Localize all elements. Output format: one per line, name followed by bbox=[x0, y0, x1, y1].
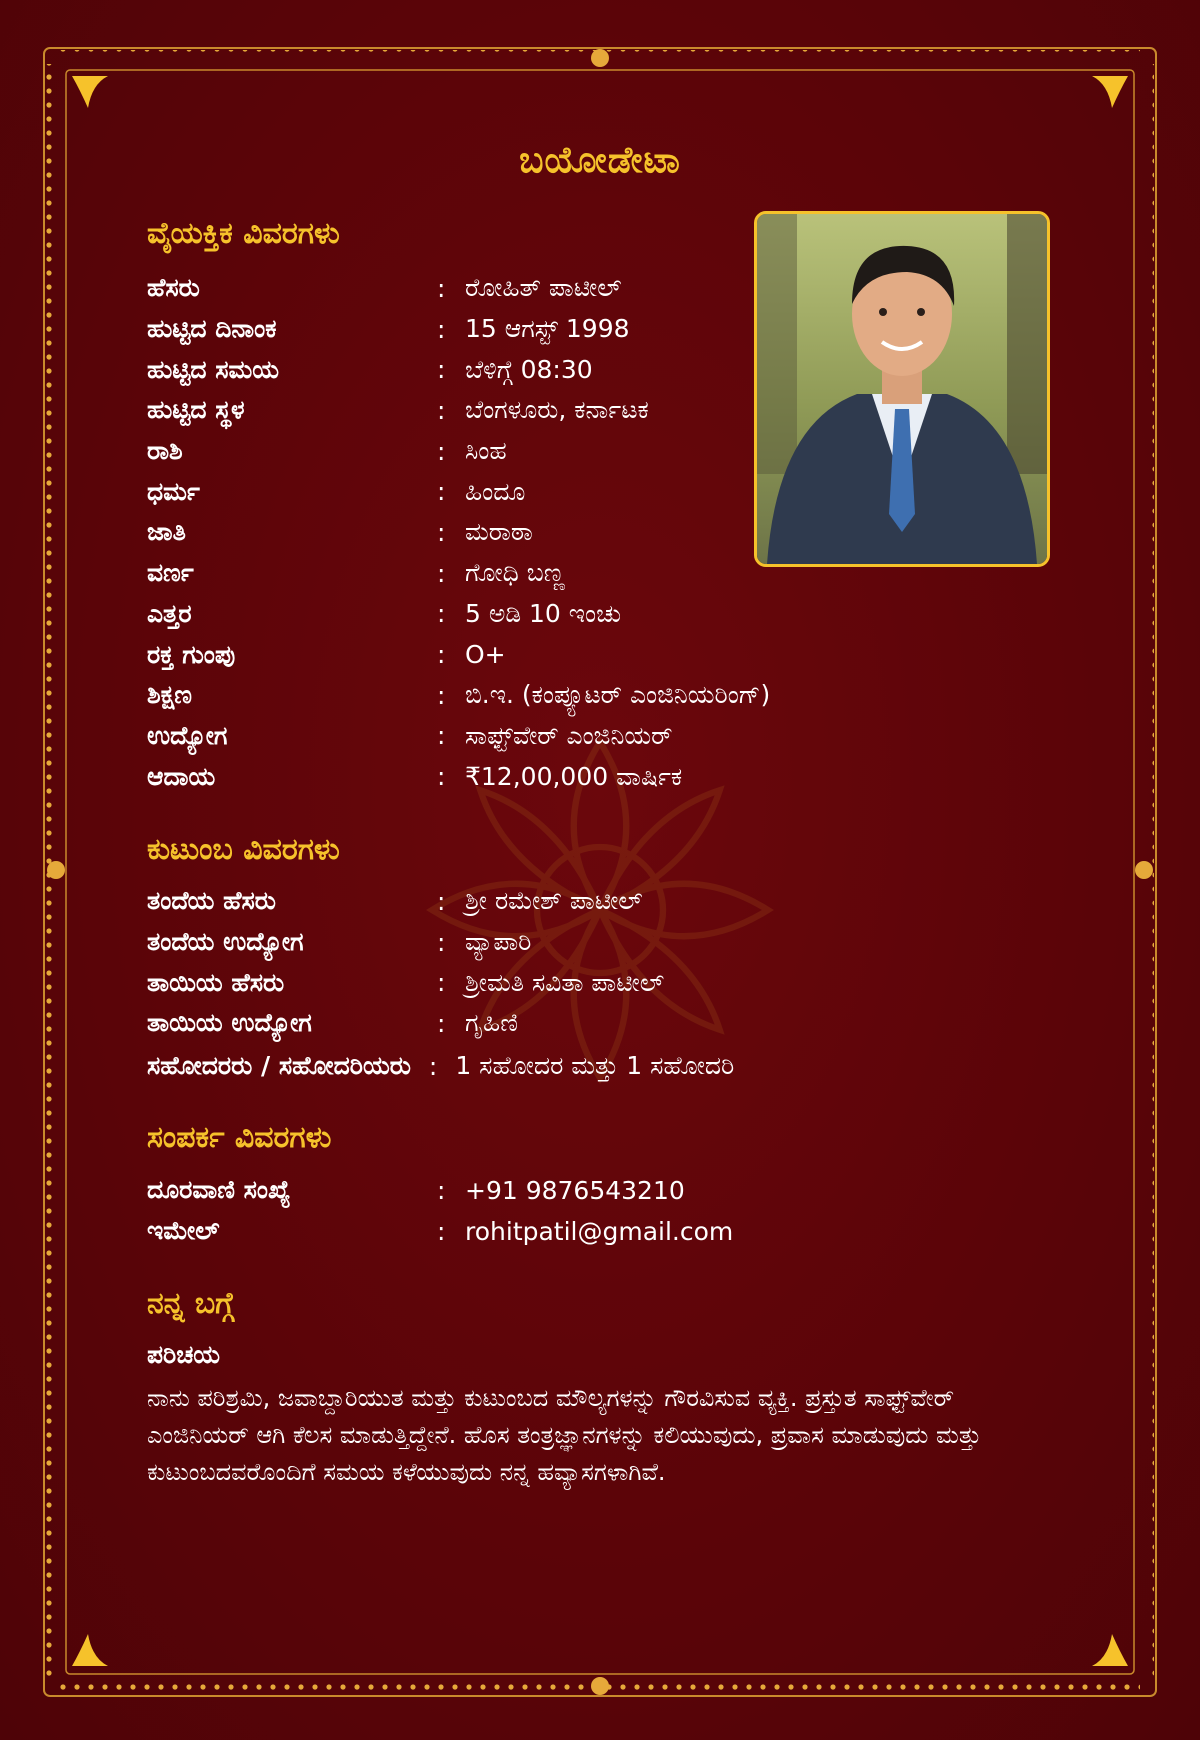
personal-details-list bbox=[147, 268, 770, 797]
row-label: ರಾಶಿ bbox=[147, 436, 183, 466]
siblings-row bbox=[147, 1046, 734, 1086]
detail-row bbox=[147, 716, 770, 757]
row-separator: : bbox=[437, 968, 446, 998]
detail-row bbox=[147, 922, 664, 963]
detail-row bbox=[147, 1003, 664, 1044]
profile-photo bbox=[754, 211, 1050, 567]
row-separator: : bbox=[428, 1051, 438, 1081]
row-separator: : bbox=[437, 436, 446, 466]
detail-row bbox=[147, 881, 664, 922]
row-label: ಉದ್ಯೋಗ bbox=[147, 720, 228, 750]
row-separator: : bbox=[437, 1216, 446, 1246]
detail-row bbox=[147, 309, 770, 350]
row-value: ಹಿಂದೂ bbox=[465, 476, 526, 506]
row-separator: : bbox=[437, 273, 446, 303]
row-label: ವರ್ಣ bbox=[147, 558, 194, 588]
row-value: ₹12,00,000 ವಾರ್ಷಿಕ bbox=[465, 761, 683, 791]
contact-details-list bbox=[147, 1170, 733, 1251]
detail-row bbox=[147, 675, 770, 716]
contact-details-heading: ಸಂಪರ್ಕ ವಿವರಗಳು bbox=[147, 1120, 332, 1155]
row-label: ಹುಟ್ಟಿದ ದಿನಾಂಕ bbox=[147, 314, 277, 344]
row-value: ಸಿಂಹ bbox=[465, 436, 507, 466]
row-label: ಎತ್ತರ bbox=[147, 598, 192, 628]
detail-row bbox=[147, 553, 770, 594]
row-label: ಹುಟ್ಟಿದ ಸಮಯ bbox=[147, 354, 280, 384]
row-value: 1 ಸಹೋದರ ಮತ್ತು 1 ಸಹೋದರಿ bbox=[455, 1051, 735, 1080]
row-value: ಗೋಧಿ ಬಣ್ಣ bbox=[465, 558, 565, 588]
page-title: ಬಯೋಡೇಟಾ bbox=[519, 140, 681, 181]
personal-details-heading: ವೈಯಕ್ತಿಕ ವಿವರಗಳು bbox=[147, 216, 340, 251]
row-label: ಆದಾಯ bbox=[147, 761, 216, 791]
detail-row bbox=[147, 634, 770, 675]
detail-row bbox=[147, 431, 770, 472]
row-value: ಗೃಹಿಣಿ bbox=[465, 1008, 518, 1038]
row-label: ಧರ್ಮ bbox=[147, 476, 200, 506]
row-label: ಸಹೋದರರು / ಸಹೋದರಿಯರು bbox=[147, 1051, 411, 1080]
row-separator: : bbox=[437, 517, 446, 547]
row-value: ಶ್ರೀಮತಿ ಸವಿತಾ ಪಾಟೀಲ್ bbox=[465, 967, 665, 997]
detail-row bbox=[147, 268, 770, 309]
row-value: ಸಾಫ್ಟ್‌ವೇರ್ ಎಂಜಿನಿಯರ್ bbox=[465, 720, 673, 750]
row-label: ಹುಟ್ಟಿದ ಸ್ಥಳ bbox=[147, 395, 245, 425]
row-separator: : bbox=[437, 1008, 446, 1038]
row-value: ಶ್ರೀ ರಮೇಶ್ ಪಾಟೀಲ್ bbox=[465, 886, 643, 916]
row-separator: : bbox=[437, 721, 446, 751]
about-subheading: ಪರಿಚಯ bbox=[147, 1340, 221, 1369]
row-value: 5 ಅಡಿ 10 ಇಂಚು bbox=[465, 598, 622, 628]
row-label: ಜಾತಿ bbox=[147, 517, 186, 547]
row-label: ತಂದೆಯ ಉದ್ಯೋಗ bbox=[147, 927, 304, 957]
detail-row bbox=[147, 390, 770, 431]
row-label: ರಕ್ತ ಗುಂಪು bbox=[147, 639, 236, 669]
row-label: ದೂರವಾಣಿ ಸಂಖ್ಯೆ bbox=[147, 1175, 291, 1205]
row-value: 15 ಆಗಸ್ಟ್ 1998 bbox=[465, 314, 630, 344]
row-separator: : bbox=[437, 477, 446, 507]
detail-row bbox=[147, 349, 770, 390]
row-value: ಬಿ.ಇ. (ಕಂಪ್ಯೂಟರ್ ಎಂಜಿನಿಯರಿಂಗ್) bbox=[465, 680, 771, 710]
detail-row bbox=[147, 1170, 733, 1211]
row-separator: : bbox=[437, 599, 446, 629]
row-separator: : bbox=[437, 927, 446, 957]
detail-row bbox=[147, 512, 770, 553]
row-label: ತಾಯಿಯ ಹೆಸರು bbox=[147, 967, 285, 997]
row-value: ಬೆಳಿಗ್ಗೆ 08:30 bbox=[465, 354, 593, 384]
row-label: ತಂದೆಯ ಹೆಸರು bbox=[147, 886, 276, 916]
detail-row bbox=[147, 1211, 733, 1252]
detail-row bbox=[147, 962, 664, 1003]
row-value: ಮರಾಠಾ bbox=[465, 517, 533, 547]
row-label: ತಾಯಿಯ ಉದ್ಯೋಗ bbox=[147, 1008, 312, 1038]
row-label: ಇಮೇಲ್ bbox=[147, 1216, 220, 1246]
detail-row bbox=[147, 756, 770, 797]
row-separator: : bbox=[437, 314, 446, 344]
family-details-heading: ಕುಟುಂಬ ವಿವರಗಳು bbox=[147, 832, 340, 867]
family-details-list bbox=[147, 881, 664, 1044]
row-separator: : bbox=[437, 640, 446, 670]
detail-row bbox=[147, 471, 770, 512]
row-separator: : bbox=[437, 886, 446, 916]
row-label: ಹೆಸರು bbox=[147, 273, 200, 303]
row-separator: : bbox=[437, 762, 446, 792]
row-value: O+ bbox=[465, 640, 506, 670]
row-value: ವ್ಯಾಪಾರಿ bbox=[465, 927, 532, 957]
row-label: ಶಿಕ್ಷಣ bbox=[147, 680, 192, 710]
about-heading: ನನ್ನ ಬಗ್ಗೆ bbox=[147, 1286, 235, 1321]
row-value: +91 9876543210 bbox=[465, 1175, 685, 1205]
row-separator: : bbox=[437, 680, 446, 710]
row-separator: : bbox=[437, 355, 446, 385]
row-value: ರೋಹಿತ್ ಪಾಟೀಲ್ bbox=[465, 273, 622, 303]
row-separator: : bbox=[437, 395, 446, 425]
detail-row bbox=[147, 594, 770, 635]
about-text: ನಾನು ಪರಿಶ್ರಮಿ, ಜವಾಬ್ದಾರಿಯುತ ಮತ್ತು ಕುಟುಂಬದ ಮೌಲ್ಯಗಳನ್ನು ಗೌರವಿಸುವ ವ್ಯಕ್ತಿ. ಪ್ರಸ್ತುತ ಸಾಫ್ಟ್‌ವೇರ್ ಎಂಜಿನಿಯರ್ ಆಗಿ ಕೆಲಸ ಮಾಡುತ್ತಿದ್ದೇನೆ. ಹೊಸ ತಂತ್ರಜ್ಞಾನಗಳನ್ನು ಕಲಿಯುವುದು, ಪ್ರವಾಸ ಮಾಡುವುದು ಮತ್ತು ಕುಟುಂಬದವರೊಂದಿಗೆ ಸಮಯ ಕಳೆಯುವುದು ನನ್ನ ಹವ್ಯಾಸಗಳಾಗಿವೆ. bbox=[147, 1384, 982, 1486]
row-value: rohitpatil@gmail.com bbox=[465, 1216, 734, 1246]
row-value: ಬೆಂಗಳೂರು, ಕರ್ನಾಟಕ bbox=[465, 395, 649, 425]
row-separator: : bbox=[437, 1175, 446, 1205]
row-separator: : bbox=[437, 558, 446, 588]
